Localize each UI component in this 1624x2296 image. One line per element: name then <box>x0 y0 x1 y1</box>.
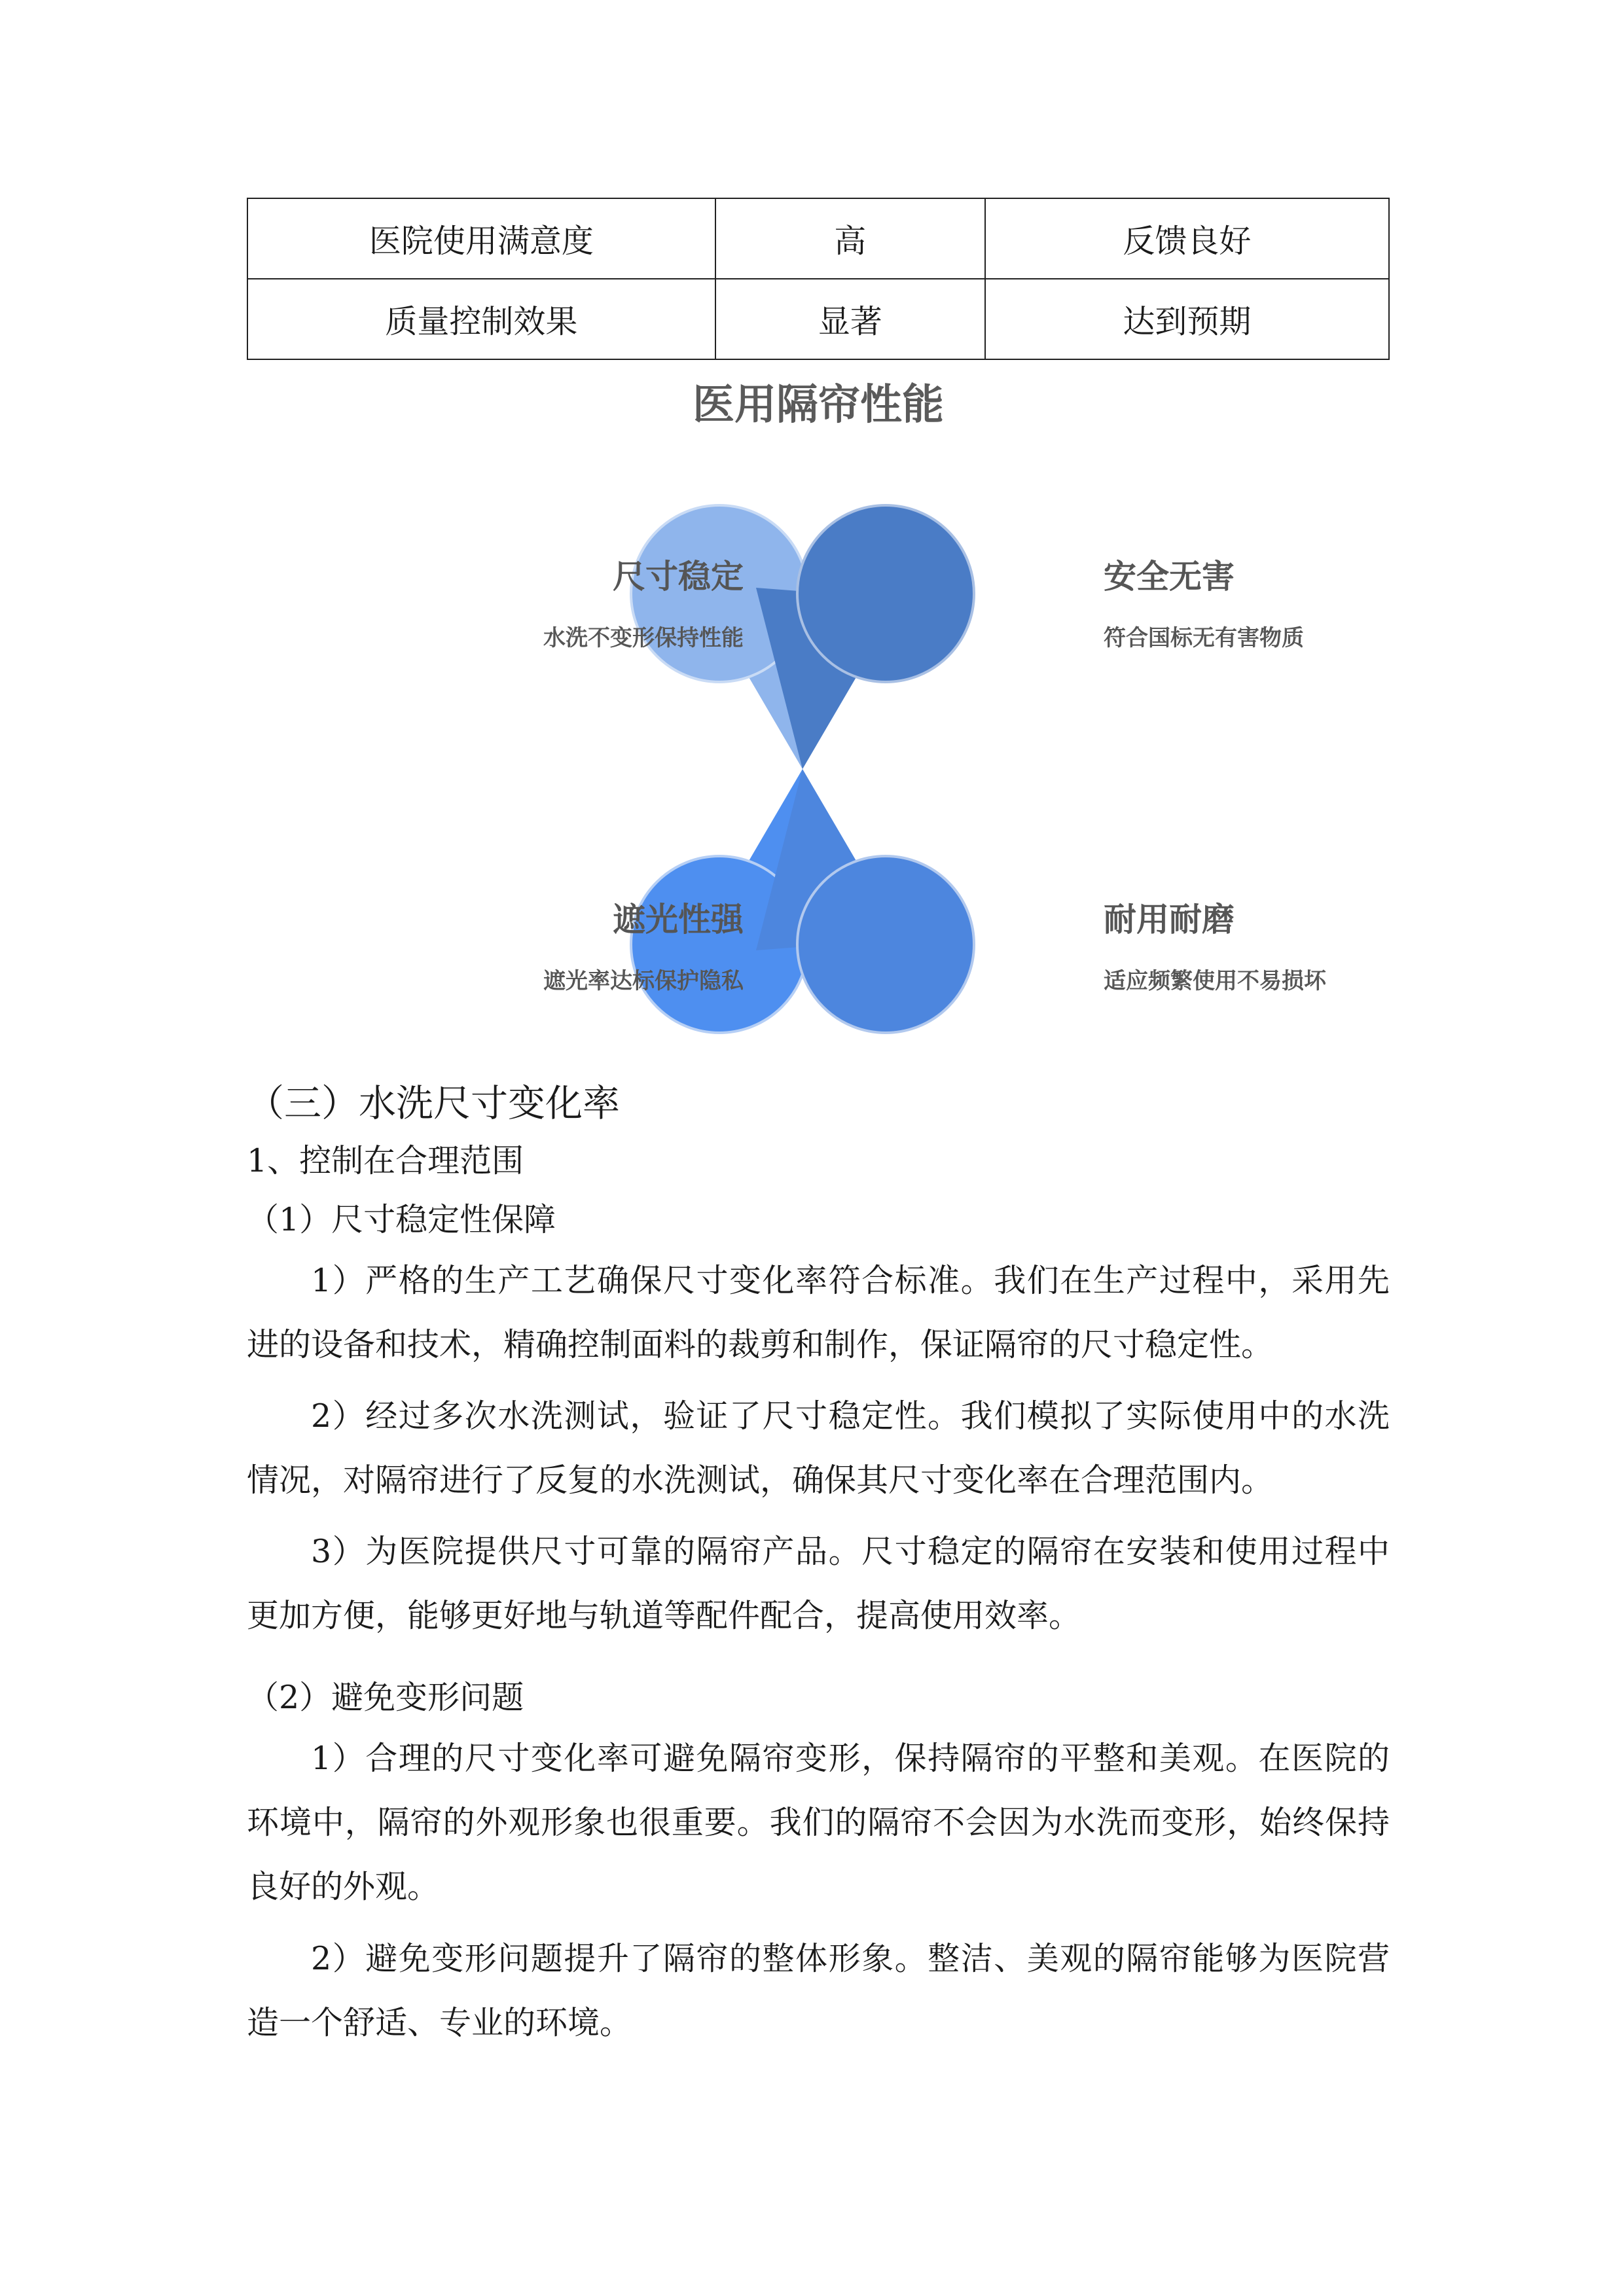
section-heading: （三）水洗尺寸变化率 <box>247 1082 620 1125</box>
paragraph: 3）为医院提供尺寸可靠的隔帘产品。尺寸稳定的隔帘在安装和使用过程中更加方便，能够更好地与轨道等配件配合，提高使用效率。 <box>247 1533 1390 1634</box>
paragraph: 1）严格的生产工艺确保尺寸变化率符合标准。我们在生产过程中，采用先进的设备和技术，精确控制面料的裁剪和制作，保证隔帘的尺寸稳定性。 <box>247 1262 1390 1363</box>
table-row <box>247 198 1389 279</box>
table-row <box>247 279 1389 359</box>
paragraph: 2）经过多次水洗测试，验证了尺寸稳定性。我们模拟了实际使用中的水洗情况，对隔帘进行了反复的水洗测试，确保其尺寸变化率在合理范围内。 <box>247 1397 1390 1499</box>
feature-title: 安全无害 <box>1104 558 1235 596</box>
table-cell: 高 <box>715 198 985 279</box>
paragraph: 1）合理的尺寸变化率可避免隔帘变形，保持隔帘的平整和美观。在医院的环境中，隔帘的外观形象也很重要。我们的隔帘不会因为水洗而变形，始终保持良好的外观。 <box>247 1740 1390 1905</box>
subheading: 1、控制在合理范围 <box>247 1142 524 1179</box>
feature-durable <box>1104 893 1326 995</box>
feature-safe <box>1104 550 1304 652</box>
paragraph: 2）避免变形问题提升了隔帘的整体形象。整洁、美观的隔帘能够为医院营造一个舒适、专业的环境。 <box>247 1940 1390 2041</box>
feature-size-stable <box>416 550 744 652</box>
feature-title: 尺寸稳定 <box>613 558 744 596</box>
infographic-title: 医用隔帘性能 <box>693 381 944 429</box>
subheading: （2）避免变形问题 <box>247 1679 524 1716</box>
subheading: （1）尺寸稳定性保障 <box>247 1201 556 1238</box>
feature-desc: 水洗不变形保持性能 <box>543 625 744 651</box>
summary-table <box>247 198 1390 360</box>
feature-desc: 符合国标无有害物质 <box>1104 625 1304 651</box>
feature-title: 耐用耐磨 <box>1104 901 1235 939</box>
feature-desc: 遮光率达标保护隐私 <box>543 968 744 994</box>
table-cell: 医院使用满意度 <box>247 198 715 279</box>
table-cell: 反馈良好 <box>985 198 1389 279</box>
table-cell: 达到预期 <box>985 279 1389 359</box>
feature-blackout <box>416 893 744 995</box>
table-cell: 质量控制效果 <box>247 279 715 359</box>
table-cell: 显著 <box>715 279 985 359</box>
performance-infographic <box>247 357 1390 1050</box>
feature-title: 遮光性强 <box>613 901 744 939</box>
feature-desc: 适应频繁使用不易损坏 <box>1104 968 1326 994</box>
